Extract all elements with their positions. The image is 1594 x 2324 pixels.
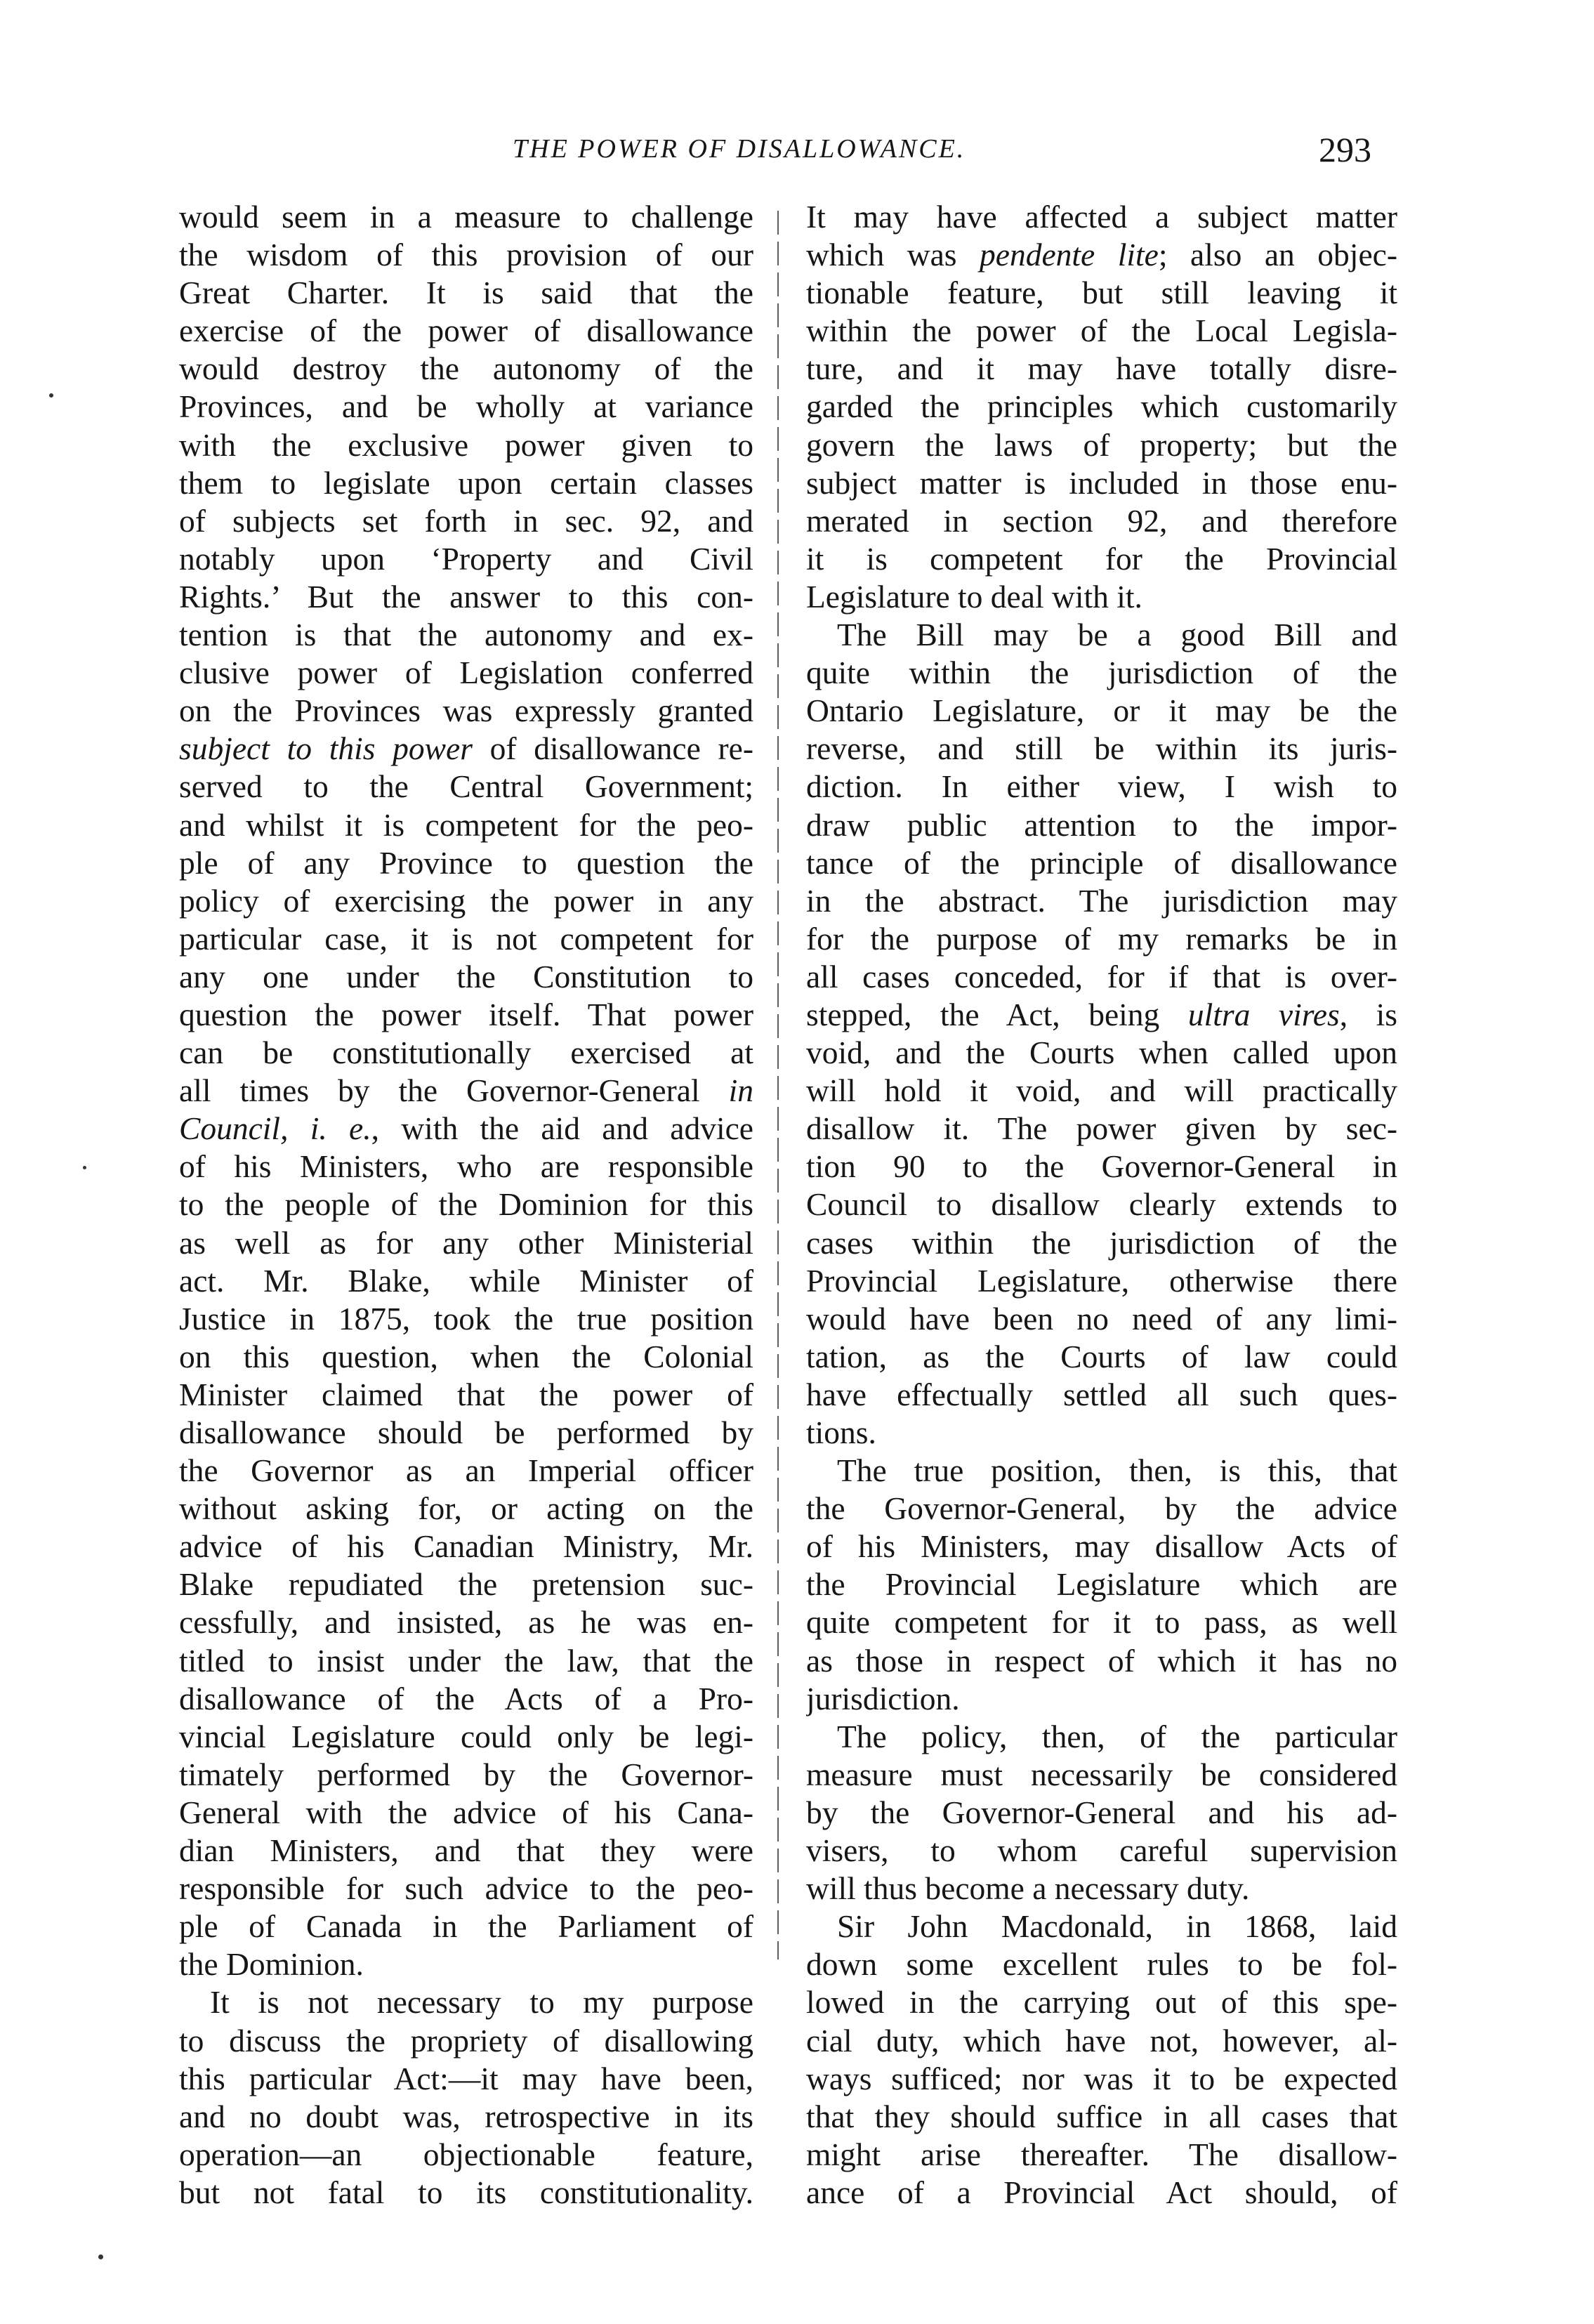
text-line: lowed in the carrying out of this spe-: [806, 1984, 1397, 2021]
text-line: and whilst it is competent for the peo-: [179, 806, 753, 843]
left-column: [179, 198, 753, 2212]
text-line: them to legislate upon certain classes: [179, 464, 753, 501]
text-line: garded the principles which customarily: [806, 388, 1397, 425]
text-run: stepped, the Act, being: [806, 996, 1188, 1032]
text-line: diction. In either view, I wish to: [806, 768, 1397, 805]
text-line: the Governor-General, by the advice: [806, 1490, 1397, 1527]
text-line: of his Ministers, who are responsible: [179, 1148, 753, 1185]
text-line: vincial Legislature could only be legi-: [179, 1718, 753, 1754]
text-line: operation—an objectionable feature,: [179, 2136, 753, 2172]
text-run: , is: [1339, 996, 1397, 1032]
column-rule: [777, 211, 779, 1959]
italic-run: Council, i. e.: [179, 1110, 371, 1147]
text-line: of subjects set forth in sec. 92, and: [179, 502, 753, 539]
text-line: the Governor as an Imperial officer: [179, 1452, 753, 1489]
text-line: merated in section 92, and therefore: [806, 502, 1397, 539]
text-line: govern the laws of property; but the: [806, 426, 1397, 463]
text-line: [806, 996, 1397, 1034]
page-number: 293: [1319, 130, 1371, 169]
italic-run: ultra vires: [1187, 996, 1340, 1032]
text-line: void, and the Courts when called upon: [806, 1035, 1397, 1071]
text-line: cial duty, which have not, however, al-: [806, 2022, 1397, 2059]
text-line: with the exclusive power given to: [179, 426, 753, 463]
text-line: this particular Act:—it may have been,: [179, 2060, 753, 2096]
text-line: [806, 236, 1397, 274]
text-line: that they should suffice in all cases that: [806, 2098, 1397, 2134]
text-run: ; also an objec-: [1158, 237, 1397, 273]
running-title: THE POWER OF DISALLOWANCE.: [513, 134, 966, 164]
text-line: Provinces, and be wholly at variance: [179, 388, 753, 425]
text-line: draw public attention to the impor-: [806, 806, 1397, 843]
text-line: Ontario Legislature, or it may be the: [806, 692, 1397, 729]
text-line: titled to insist under the law, that the: [179, 1642, 753, 1679]
text-line: to the people of the Dominion for this: [179, 1186, 753, 1223]
text-line: for the purpose of my remarks be in: [806, 920, 1397, 957]
text-line: subject matter is included in those enu-: [806, 464, 1397, 501]
text-line: tention is that the autonomy and ex-: [179, 617, 753, 653]
text-line: Council to disallow clearly extends to: [806, 1186, 1397, 1223]
text-line: to discuss the propriety of disallowing: [179, 2022, 753, 2059]
text-line: Great Charter. It is said that the: [179, 275, 753, 311]
text-line: clusive power of Legislation conferred: [179, 655, 753, 691]
text-line: all cases conceded, for if that is over-: [806, 958, 1397, 994]
text-line: any one under the Constitution to: [179, 958, 753, 994]
text-line: question the power itself. That power: [179, 996, 753, 1032]
text-line: as well as for any other Ministerial: [179, 1224, 753, 1261]
text-line: The Bill may be a good Bill and: [837, 617, 1397, 653]
text-line: the Provincial Legislature which are: [806, 1566, 1397, 1603]
text-line: responsible for such advice to the peo-: [179, 1870, 753, 1907]
text-line: [179, 1110, 753, 1148]
italic-run: in: [728, 1072, 753, 1109]
text-line: would destroy the autonomy of the: [179, 350, 753, 387]
text-line: tance of the principle of disallowance: [806, 844, 1397, 881]
text-line: act. Mr. Blake, while Minister of: [179, 1262, 753, 1299]
text-run: of disallowance re-: [472, 730, 753, 767]
text-line: would have been no need of any limi-: [806, 1300, 1397, 1337]
text-line: ture, and it may have totally disre-: [806, 350, 1397, 387]
text-line: exercise of the power of disallowance: [179, 313, 753, 349]
text-line: jurisdiction.: [806, 1680, 960, 1716]
text-line: cases within the jurisdiction of the: [806, 1224, 1397, 1261]
text-line: policy of exercising the power in any: [179, 882, 753, 919]
text-run: which was: [806, 237, 980, 273]
text-line: will thus become a necessary duty.: [806, 1870, 1250, 1907]
text-line: disallow it. The power given by sec-: [806, 1110, 1397, 1147]
text-line: the Dominion.: [179, 1946, 364, 1983]
text-line: dian Ministers, and that they were: [179, 1832, 753, 1869]
text-line: ways sufficed; nor was it to be expected: [806, 2060, 1397, 2096]
text-line: advice of his Canadian Ministry, Mr.: [179, 1528, 753, 1565]
text-line: quite competent for it to pass, as well: [806, 1604, 1397, 1641]
text-line: tions.: [806, 1414, 876, 1450]
text-line: on this question, when the Colonial: [179, 1338, 753, 1374]
italic-run: pendente lite: [980, 237, 1159, 273]
right-column: [806, 198, 1397, 2212]
margin-speck: [49, 393, 53, 398]
text-line: particular case, it is not competent for: [179, 920, 753, 957]
text-line: Provincial Legislature, otherwise there: [806, 1262, 1397, 1299]
text-line: The true position, then, is this, that: [837, 1452, 1397, 1489]
text-line: as those in respect of which it has no: [806, 1642, 1397, 1679]
text-line: on the Provinces was expressly granted: [179, 692, 753, 729]
text-line: reverse, and still be within its juris-: [806, 730, 1397, 767]
text-line: tionable feature, but still leaving it: [806, 275, 1397, 311]
text-line: Legislature to deal with it.: [806, 578, 1142, 615]
text-line: of his Ministers, may disallow Acts of: [806, 1528, 1397, 1565]
text-run: all times by the Governor-General: [179, 1072, 729, 1109]
text-line: Rights.’ But the answer to this con-: [179, 578, 753, 615]
text-line: by the Governor-General and his ad-: [806, 1794, 1397, 1830]
text-line: down some excellent rules to be fol-: [806, 1946, 1397, 1983]
text-line: the wisdom of this provision of our: [179, 237, 753, 273]
text-line: ple of any Province to question the: [179, 844, 753, 881]
running-head: [0, 130, 1594, 176]
text-line: served to the Central Government;: [179, 768, 753, 805]
text-line: and no doubt was, retrospective in its: [179, 2098, 753, 2134]
text-line: cessfully, and insisted, as he was en-: [179, 1604, 753, 1641]
text-line: Sir John Macdonald, in 1868, laid: [837, 1908, 1397, 1945]
text-line: tation, as the Courts of law could: [806, 1338, 1397, 1374]
text-line: It is not necessary to my purpose: [210, 1984, 753, 2021]
margin-speck: [98, 2254, 103, 2259]
text-line: It may have affected a subject matter: [806, 199, 1397, 235]
text-line: measure must necessarily be considered: [806, 1756, 1397, 1792]
margin-speck: [83, 1166, 86, 1169]
text-line: might arise thereafter. The disallow-: [806, 2136, 1397, 2172]
text-line: disallowance of the Acts of a Pro-: [179, 1680, 753, 1716]
text-line: [179, 1072, 753, 1110]
text-line: have effectually settled all such ques-: [806, 1376, 1397, 1412]
text-line: will hold it void, and will practically: [806, 1072, 1397, 1109]
text-line: disallowance should be performed by: [179, 1414, 753, 1450]
text-line: without asking for, or acting on the: [179, 1490, 753, 1527]
text-line: Blake repudiated the pretension suc-: [179, 1566, 753, 1603]
text-line: Minister claimed that the power of: [179, 1376, 753, 1412]
text-line: The policy, then, of the particular: [837, 1718, 1397, 1754]
text-line: can be constitutionally exercised at: [179, 1035, 753, 1071]
text-line: visers, to whom careful supervision: [806, 1832, 1397, 1869]
italic-run: subject to this power: [179, 730, 473, 767]
text-line: would seem in a measure to challenge: [179, 199, 753, 235]
text-line: tion 90 to the Governor-General in: [806, 1148, 1397, 1185]
text-line: timately performed by the Governor-: [179, 1756, 753, 1792]
text-line: [179, 730, 753, 768]
text-line: in the abstract. The jurisdiction may: [806, 882, 1397, 919]
text-run: , with the aid and advice: [371, 1110, 753, 1147]
text-line: Justice in 1875, took the true position: [179, 1300, 753, 1337]
text-line: it is competent for the Provincial: [806, 540, 1397, 577]
text-line: quite within the jurisdiction of the: [806, 655, 1397, 691]
text-line: ance of a Provincial Act should, of: [806, 2174, 1397, 2210]
text-line: but not fatal to its constitutionality.: [179, 2174, 753, 2210]
text-line: General with the advice of his Cana-: [179, 1794, 753, 1830]
text-line: notably upon ‘Property and Civil: [179, 540, 753, 577]
text-line: ple of Canada in the Parliament of: [179, 1908, 753, 1945]
text-line: within the power of the Local Legisla-: [806, 313, 1397, 349]
